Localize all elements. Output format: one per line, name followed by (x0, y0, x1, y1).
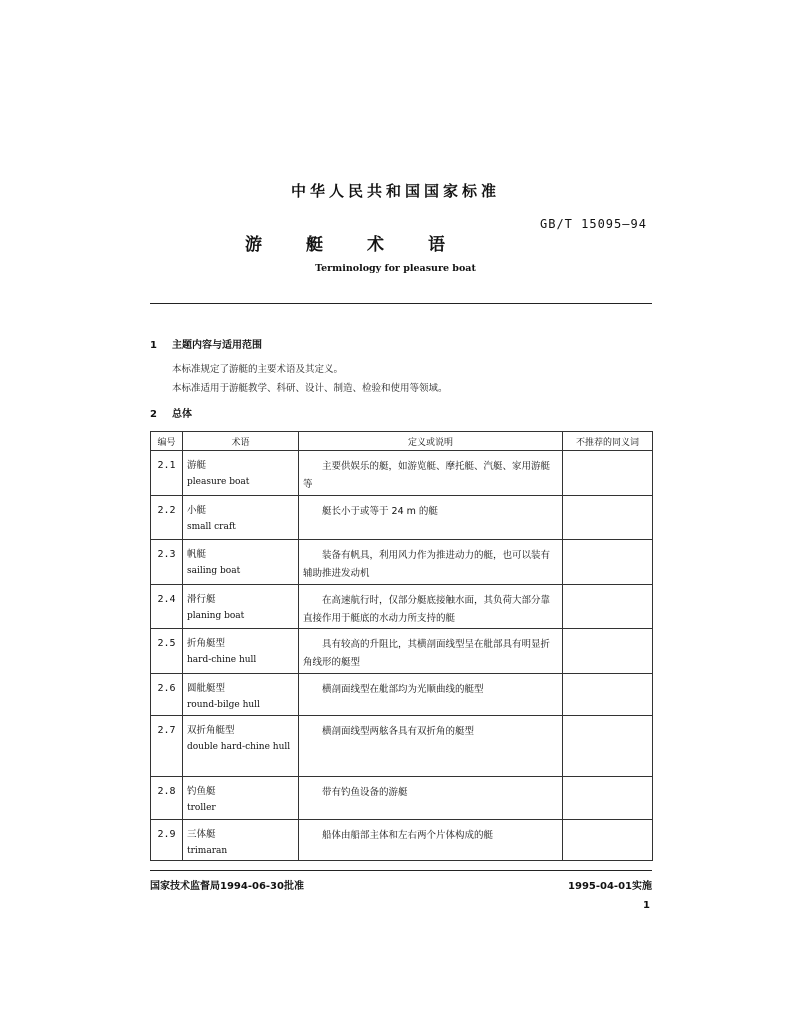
english-title: Terminology for pleasure boat (315, 263, 476, 274)
term-chinese: 圆舭艇型 (187, 683, 226, 694)
term-cell (183, 496, 299, 540)
table-row (151, 585, 653, 629)
table-row (151, 629, 653, 674)
definition-cell (299, 451, 563, 496)
term-cell (183, 629, 299, 674)
definition-text: 船体由船部主体和左右两个片体构成的艇 (322, 830, 494, 841)
definition-text: 艇长小于或等于 24 m 的艇 (322, 506, 438, 517)
table-row (151, 820, 653, 861)
term-number: 2.7 (151, 716, 183, 777)
term-number: 2.4 (151, 585, 183, 629)
definition-cell (299, 777, 563, 820)
term-number: 2.6 (151, 674, 183, 716)
term-english: hard-chine hull (187, 655, 257, 665)
term-english: pleasure boat (187, 477, 250, 487)
term-chinese: 小艇 (187, 505, 207, 516)
term-number: 2.2 (151, 496, 183, 540)
term-english: trimaran (187, 846, 228, 856)
synonym-cell (563, 777, 653, 820)
section-number: 2 (150, 409, 157, 420)
title-char: 语 (428, 235, 445, 255)
column-header: 编号 (151, 432, 183, 451)
approval-date: 国家技术监督局1994-06-30批准 (150, 881, 304, 892)
national-standard-title: 中华人民共和国国家标准 (290, 182, 500, 200)
title-char: 游 (245, 235, 262, 255)
column-header: 术语 (183, 432, 299, 451)
section-1-paragraph: 本标准适用于游艇教学、科研、设计、制造、检验和使用等领域。 (172, 383, 448, 394)
term-cell (183, 674, 299, 716)
term-cell (183, 777, 299, 820)
page-number: 1 (643, 900, 650, 911)
definition-text: 在高速航行时，仅部分艇底接触水面，其负荷大部分靠直接作用于艇底的水动力所支持的艇 (303, 595, 551, 624)
term-english: planing boat (187, 611, 245, 621)
term-number: 2.5 (151, 629, 183, 674)
definition-cell (299, 629, 563, 674)
synonym-cell (563, 716, 653, 777)
definition-cell (299, 674, 563, 716)
synonym-cell (563, 451, 653, 496)
term-chinese: 滑行艇 (187, 594, 216, 605)
term-number: 2.8 (151, 777, 183, 820)
definition-text: 横剖面线型在舭部均为光顺曲线的艇型 (322, 684, 484, 695)
term-cell (183, 585, 299, 629)
synonym-cell (563, 629, 653, 674)
terminology-table (150, 431, 653, 861)
term-cell (183, 716, 299, 777)
definition-text: 横剖面线型两舷各具有双折角的艇型 (322, 726, 475, 737)
column-header: 不推荐的同义词 (563, 432, 653, 451)
section-2-heading (150, 405, 192, 420)
term-chinese: 钓鱼艇 (187, 786, 216, 797)
table-header-row (151, 432, 653, 451)
definition-cell (299, 716, 563, 777)
definition-text: 带有钓鱼设备的游艇 (322, 787, 408, 798)
term-chinese: 折角艇型 (187, 638, 226, 649)
term-chinese: 三体艇 (187, 829, 216, 840)
definition-cell (299, 585, 563, 629)
table-row (151, 674, 653, 716)
table-row (151, 496, 653, 540)
section-number: 1 (150, 340, 157, 351)
term-english: double hard-chine hull (187, 742, 291, 752)
section-title: 主题内容与适用范围 (172, 340, 262, 351)
term-english: troller (187, 803, 216, 813)
term-chinese: 帆艇 (187, 549, 207, 560)
document-title (245, 230, 445, 255)
definition-cell (299, 540, 563, 585)
definition-text: 具有较高的升阻比，其横剖面线型呈在舭部具有明显折角线形的艇型 (303, 639, 551, 668)
section-1-paragraph: 本标准规定了游艇的主要术语及其定义。 (172, 364, 344, 375)
title-char: 艇 (306, 235, 323, 255)
term-chinese: 游艇 (187, 460, 207, 471)
header-divider (150, 303, 652, 304)
section-title: 总体 (172, 409, 192, 420)
synonym-cell (563, 496, 653, 540)
implementation-date: 1995-04-01实施 (568, 881, 652, 892)
definition-cell (299, 496, 563, 540)
synonym-cell (563, 585, 653, 629)
term-cell (183, 451, 299, 496)
term-cell (183, 820, 299, 861)
table-row (151, 540, 653, 585)
term-english: sailing boat (187, 566, 241, 576)
table-row (151, 451, 653, 496)
column-header: 定义或说明 (299, 432, 563, 451)
definition-text: 主要供娱乐的艇，如游览艇、摩托艇、汽艇、家用游艇等 (303, 461, 551, 490)
term-number: 2.1 (151, 451, 183, 496)
term-number: 2.3 (151, 540, 183, 585)
standard-code: GB/T 15095—94 (540, 217, 647, 231)
synonym-cell (563, 820, 653, 861)
synonym-cell (563, 540, 653, 585)
definition-cell (299, 820, 563, 861)
synonym-cell (563, 674, 653, 716)
term-number: 2.9 (151, 820, 183, 861)
term-cell (183, 540, 299, 585)
table-row (151, 716, 653, 777)
section-1-heading (150, 336, 262, 351)
definition-text: 装备有帆具，利用风力作为推进动力的艇，也可以装有辅助推进发动机 (303, 550, 551, 579)
term-english: round-bilge hull (187, 700, 260, 710)
term-chinese: 双折角艇型 (187, 725, 235, 736)
table-row (151, 777, 653, 820)
footer-divider (150, 870, 652, 871)
title-char: 术 (367, 235, 384, 255)
term-english: small craft (187, 522, 236, 532)
